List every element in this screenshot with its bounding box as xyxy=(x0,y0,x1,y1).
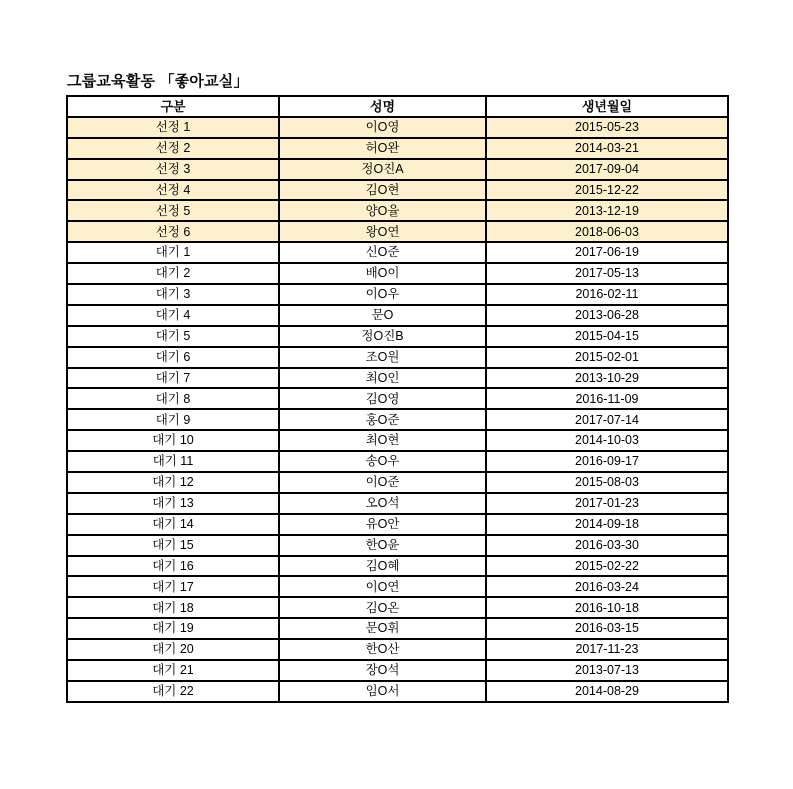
cell-birthdate: 2014-03-21 xyxy=(486,138,728,159)
column-header-category: 구분 xyxy=(67,96,279,117)
table-row xyxy=(67,451,728,472)
cell-name: 양O율 xyxy=(279,200,486,221)
cell-category: 대기 4 xyxy=(67,305,279,326)
table-row xyxy=(67,138,728,159)
cell-name: 이O연 xyxy=(279,576,486,597)
table-row xyxy=(67,221,728,242)
cell-category: 대기 7 xyxy=(67,368,279,389)
cell-category: 대기 16 xyxy=(67,556,279,577)
cell-birthdate: 2015-08-03 xyxy=(486,472,728,493)
cell-name: 김O혜 xyxy=(279,556,486,577)
cell-category: 선정 4 xyxy=(67,180,279,201)
table-row xyxy=(67,180,728,201)
cell-name: 이O우 xyxy=(279,284,486,305)
table-row xyxy=(67,535,728,556)
cell-name: 문O휘 xyxy=(279,618,486,639)
cell-birthdate: 2016-11-09 xyxy=(486,388,728,409)
cell-category: 선정 3 xyxy=(67,159,279,180)
cell-name: 최O현 xyxy=(279,430,486,451)
cell-birthdate: 2014-10-03 xyxy=(486,430,728,451)
table-row xyxy=(67,263,728,284)
table-row xyxy=(67,618,728,639)
cell-name: 김O영 xyxy=(279,388,486,409)
cell-category: 대기 1 xyxy=(67,242,279,263)
cell-category: 대기 13 xyxy=(67,493,279,514)
cell-birthdate: 2017-05-13 xyxy=(486,263,728,284)
cell-name: 김O온 xyxy=(279,597,486,618)
table-row xyxy=(67,347,728,368)
cell-birthdate: 2015-12-22 xyxy=(486,180,728,201)
cell-category: 대기 9 xyxy=(67,409,279,430)
cell-name: 홍O준 xyxy=(279,409,486,430)
table-row xyxy=(67,639,728,660)
cell-name: 허O완 xyxy=(279,138,486,159)
cell-category: 대기 8 xyxy=(67,388,279,409)
table-row xyxy=(67,493,728,514)
roster-table xyxy=(66,95,729,703)
cell-birthdate: 2016-02-11 xyxy=(486,284,728,305)
column-header-birthdate: 생년월일 xyxy=(486,96,728,117)
cell-birthdate: 2014-08-29 xyxy=(486,681,728,702)
cell-birthdate: 2017-11-23 xyxy=(486,639,728,660)
cell-name: 이O영 xyxy=(279,117,486,138)
cell-category: 대기 17 xyxy=(67,576,279,597)
cell-birthdate: 2016-10-18 xyxy=(486,597,728,618)
header-row xyxy=(67,96,728,117)
cell-birthdate: 2013-12-19 xyxy=(486,200,728,221)
cell-name: 조O원 xyxy=(279,347,486,368)
cell-category: 대기 12 xyxy=(67,472,279,493)
table-row xyxy=(67,472,728,493)
cell-birthdate: 2017-07-14 xyxy=(486,409,728,430)
cell-name: 오O석 xyxy=(279,493,486,514)
cell-category: 대기 15 xyxy=(67,535,279,556)
table-row xyxy=(67,409,728,430)
table-row xyxy=(67,159,728,180)
cell-birthdate: 2013-06-28 xyxy=(486,305,728,326)
cell-name: 최O인 xyxy=(279,368,486,389)
cell-name: 정O진A xyxy=(279,159,486,180)
cell-category: 대기 11 xyxy=(67,451,279,472)
table-row xyxy=(67,514,728,535)
cell-category: 대기 5 xyxy=(67,326,279,347)
cell-birthdate: 2015-04-15 xyxy=(486,326,728,347)
cell-category: 선정 1 xyxy=(67,117,279,138)
cell-birthdate: 2016-03-30 xyxy=(486,535,728,556)
cell-category: 대기 3 xyxy=(67,284,279,305)
cell-birthdate: 2015-05-23 xyxy=(486,117,728,138)
cell-name: 문O xyxy=(279,305,486,326)
table-row xyxy=(67,576,728,597)
cell-category: 대기 21 xyxy=(67,660,279,681)
table-row xyxy=(67,556,728,577)
table-row xyxy=(67,597,728,618)
table-row xyxy=(67,660,728,681)
cell-birthdate: 2018-06-03 xyxy=(486,221,728,242)
cell-category: 대기 22 xyxy=(67,681,279,702)
column-header-name: 성명 xyxy=(279,96,486,117)
cell-name: 배O이 xyxy=(279,263,486,284)
cell-name: 정O진B xyxy=(279,326,486,347)
page-title: 그룹교육활동 「좋아교실」 xyxy=(67,73,249,90)
cell-category: 선정 6 xyxy=(67,221,279,242)
cell-birthdate: 2014-09-18 xyxy=(486,514,728,535)
cell-name: 송O우 xyxy=(279,451,486,472)
cell-category: 대기 14 xyxy=(67,514,279,535)
cell-name: 한O윤 xyxy=(279,535,486,556)
cell-birthdate: 2017-06-19 xyxy=(486,242,728,263)
cell-category: 대기 19 xyxy=(67,618,279,639)
cell-category: 대기 6 xyxy=(67,347,279,368)
cell-name: 임O서 xyxy=(279,681,486,702)
cell-category: 대기 20 xyxy=(67,639,279,660)
table-row xyxy=(67,326,728,347)
cell-name: 신O준 xyxy=(279,242,486,263)
table-row xyxy=(67,430,728,451)
cell-birthdate: 2017-01-23 xyxy=(486,493,728,514)
cell-name: 이O준 xyxy=(279,472,486,493)
cell-category: 선정 2 xyxy=(67,138,279,159)
table-row xyxy=(67,242,728,263)
cell-birthdate: 2016-03-24 xyxy=(486,576,728,597)
cell-category: 선정 5 xyxy=(67,200,279,221)
table-row xyxy=(67,681,728,702)
cell-category: 대기 18 xyxy=(67,597,279,618)
table-row xyxy=(67,284,728,305)
table-row xyxy=(67,368,728,389)
table-row xyxy=(67,388,728,409)
cell-birthdate: 2015-02-22 xyxy=(486,556,728,577)
cell-name: 장O석 xyxy=(279,660,486,681)
cell-birthdate: 2015-02-01 xyxy=(486,347,728,368)
cell-birthdate: 2017-09-04 xyxy=(486,159,728,180)
cell-name: 한O산 xyxy=(279,639,486,660)
cell-birthdate: 2013-10-29 xyxy=(486,368,728,389)
cell-name: 왕O연 xyxy=(279,221,486,242)
cell-birthdate: 2016-09-17 xyxy=(486,451,728,472)
table-row xyxy=(67,305,728,326)
cell-category: 대기 2 xyxy=(67,263,279,284)
table-row xyxy=(67,117,728,138)
cell-category: 대기 10 xyxy=(67,430,279,451)
cell-birthdate: 2016-03-15 xyxy=(486,618,728,639)
cell-birthdate: 2013-07-13 xyxy=(486,660,728,681)
table-row xyxy=(67,200,728,221)
cell-name: 유O안 xyxy=(279,514,486,535)
cell-name: 김O현 xyxy=(279,180,486,201)
